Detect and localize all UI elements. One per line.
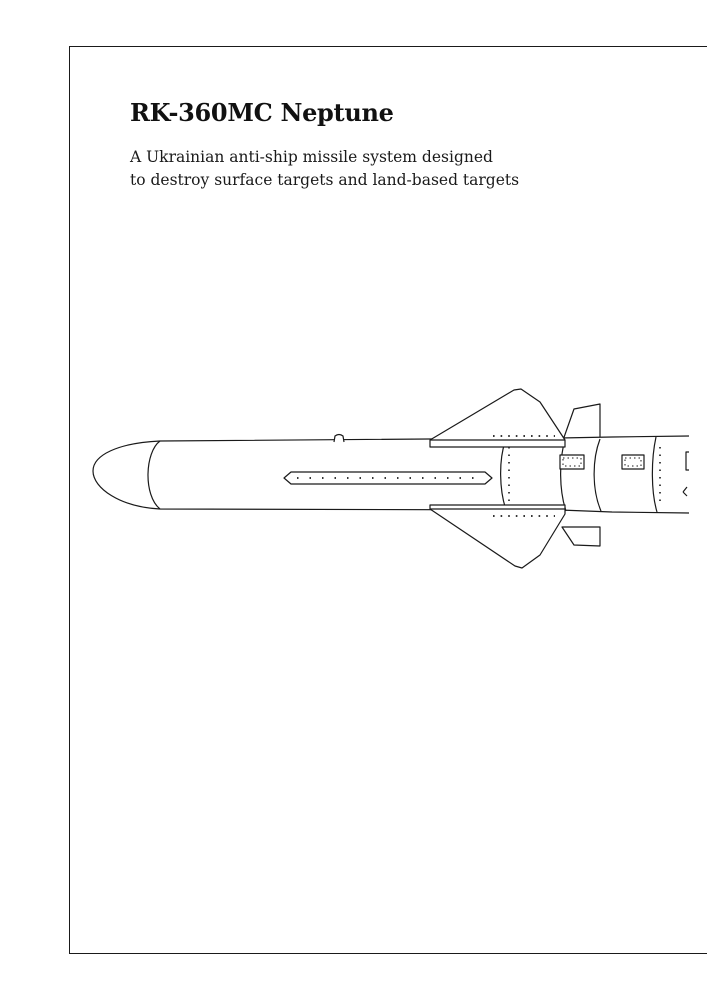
panel	[560, 455, 584, 469]
wing-top	[430, 389, 565, 447]
rear-fin-bottom	[562, 527, 600, 546]
wing-bottom	[430, 505, 565, 568]
access-hatch	[334, 435, 344, 443]
poster-title: RK-360MC Neptune	[130, 98, 394, 127]
subtitle-line: A Ukrainian anti-ship missile system designed	[130, 148, 493, 166]
subtitle-line: to destroy surface targets and land-based targets	[130, 171, 520, 189]
panel	[622, 455, 644, 469]
